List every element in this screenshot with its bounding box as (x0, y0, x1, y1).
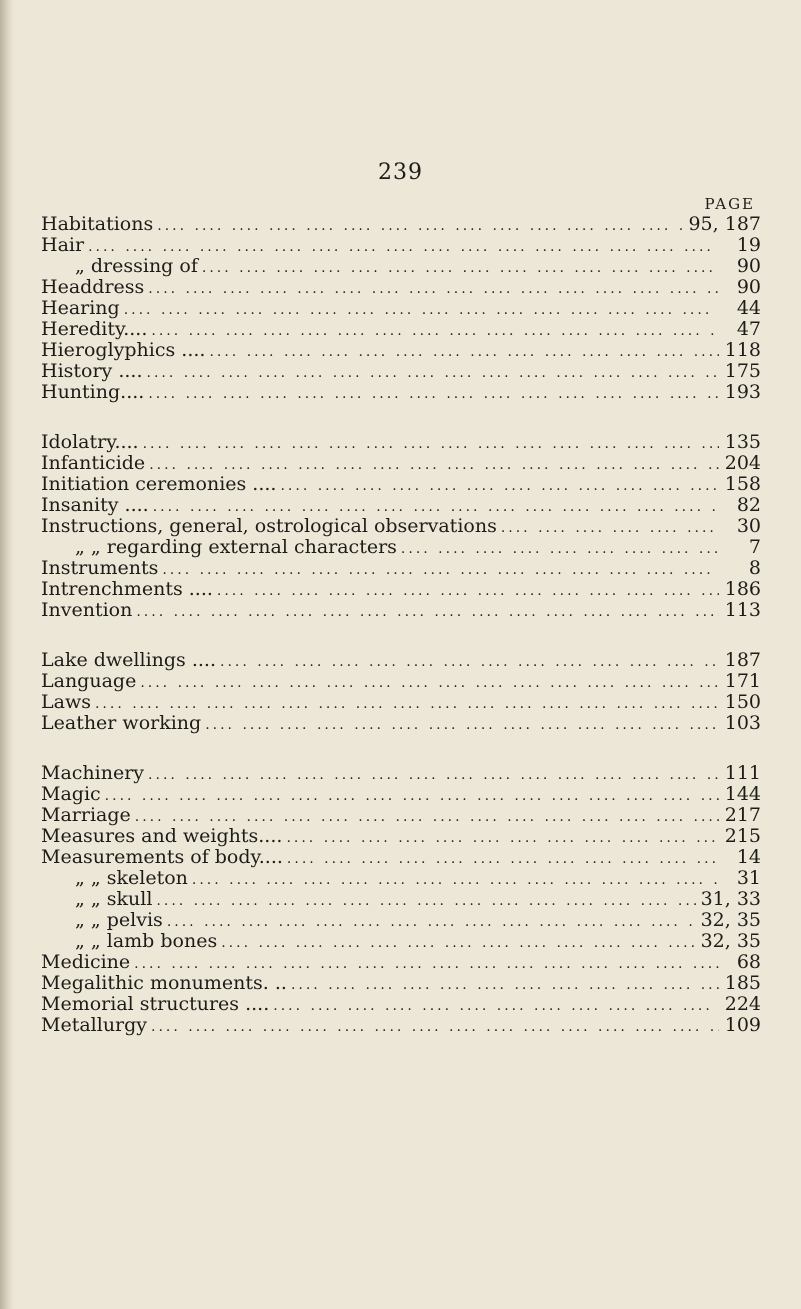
index-page-reference: 204 (724, 452, 761, 474)
index-section (41, 432, 761, 621)
dot-leader (157, 216, 684, 237)
index-term: Memorial structures .... (41, 993, 270, 1015)
index-page-reference: 90 (736, 276, 761, 298)
index-term: Hair (41, 234, 85, 256)
index-entry (41, 784, 761, 805)
index-page-reference: 187 (724, 649, 761, 671)
index-page-reference: 217 (724, 804, 761, 826)
dot-leader (273, 996, 719, 1017)
index-term: Instruments (41, 557, 159, 579)
index-term: Habitations (41, 213, 154, 235)
index-term: Heredity.... (41, 318, 148, 340)
index-term: Megalithic monuments. .. (41, 972, 287, 994)
index-page-reference: 175 (724, 360, 761, 382)
index-term: Hieroglyphics .... (41, 339, 206, 361)
index-entry (41, 650, 761, 671)
index-term: Instructions, general, ostrological observations (41, 515, 497, 537)
dot-leader (148, 279, 719, 300)
index-entry (41, 994, 761, 1015)
dot-leader (151, 1017, 719, 1038)
index-page-reference: 8 (748, 557, 761, 579)
dot-leader (286, 828, 719, 849)
index-term: Initiation ceremonies .... (41, 473, 277, 495)
index-term: „ „ skeleton (75, 867, 188, 889)
index-page-reference: 193 (724, 381, 761, 403)
dot-leader (148, 384, 719, 405)
dot-leader (148, 765, 719, 786)
dot-leader (162, 560, 719, 581)
index-entry (41, 600, 761, 621)
index-entry (41, 868, 761, 889)
index-section (41, 650, 761, 734)
index-entry (41, 910, 761, 931)
dot-leader (202, 258, 719, 279)
index-entry (41, 826, 761, 847)
index-term: „ „ lamb bones (75, 930, 218, 952)
index-page-reference: 32, 35 (700, 909, 761, 931)
index-entry (41, 713, 761, 734)
index-page-reference: 158 (724, 473, 761, 495)
index-term: Metallurgy (41, 1014, 148, 1036)
dot-leader (136, 602, 719, 623)
dot-leader (192, 870, 719, 891)
index-entry (41, 952, 761, 973)
index-term: Medicine (41, 951, 131, 973)
index-page-reference: 19 (736, 234, 761, 256)
index-term: Lake dwellings .... (41, 649, 216, 671)
index-entry (41, 931, 761, 952)
index-term: Machinery (41, 762, 145, 784)
index-term: Idolatry.... (41, 431, 139, 453)
index-list (41, 214, 761, 1065)
index-term: Measurements of body.... (41, 846, 283, 868)
dot-leader (209, 342, 719, 363)
index-page-reference: 7 (748, 536, 761, 558)
index-entry (41, 298, 761, 319)
index-entry (41, 256, 761, 277)
index-page-reference: 82 (736, 494, 761, 516)
index-term: Intrenchments .... (41, 578, 213, 600)
dot-leader (147, 363, 720, 384)
dot-leader (221, 933, 696, 954)
index-entry (41, 361, 761, 382)
index-page-reference: 31 (736, 867, 761, 889)
index-entry (41, 558, 761, 579)
dot-leader (105, 786, 719, 807)
index-term: Invention (41, 599, 133, 621)
index-entry (41, 340, 761, 361)
page-edge-shadow (0, 0, 14, 1309)
dot-leader (217, 581, 719, 602)
index-entry (41, 277, 761, 298)
page-number: 239 (378, 160, 423, 185)
dot-leader (151, 321, 719, 342)
index-entry (41, 847, 761, 868)
index-term: Hearing (41, 297, 120, 319)
index-term: „ dressing of (75, 255, 198, 277)
index-section (41, 214, 761, 403)
index-term: Measures and weights.... (41, 825, 283, 847)
dot-leader (291, 975, 719, 996)
index-entry (41, 495, 761, 516)
index-entry (41, 579, 761, 600)
index-page-reference: 103 (724, 712, 761, 734)
index-page-reference: 150 (724, 691, 761, 713)
index-page-reference: 47 (736, 318, 761, 340)
index-page-reference: 30 (736, 515, 761, 537)
index-term: „ „ regarding external characters (75, 536, 397, 558)
index-entry (41, 763, 761, 784)
index-page-reference: 135 (724, 431, 761, 453)
index-page-reference: 118 (724, 339, 761, 361)
index-page-reference: 171 (724, 670, 761, 692)
index-page-reference: 109 (724, 1014, 761, 1036)
index-page-reference: 111 (724, 762, 761, 784)
dot-leader (124, 300, 719, 321)
dot-leader (140, 673, 719, 694)
dot-leader (167, 912, 697, 933)
index-entry (41, 235, 761, 256)
index-term: „ „ skull (75, 888, 153, 910)
index-term: Headdress (41, 276, 145, 298)
dot-leader (205, 715, 719, 736)
page-column-header: PAGE (704, 195, 755, 213)
index-term: Language (41, 670, 137, 692)
index-page-reference: 32, 35 (700, 930, 761, 952)
index-entry (41, 319, 761, 340)
dot-leader (280, 476, 719, 497)
index-term: Marriage (41, 804, 131, 826)
index-entry (41, 692, 761, 713)
index-page-reference: 90 (736, 255, 761, 277)
index-entry (41, 214, 761, 235)
index-section (41, 763, 761, 1036)
index-page-reference: 224 (724, 993, 761, 1015)
index-page-reference: 144 (724, 783, 761, 805)
index-page-reference: 31, 33 (700, 888, 761, 910)
index-page-reference: 215 (724, 825, 761, 847)
index-entry (41, 671, 761, 692)
index-entry (41, 382, 761, 403)
index-term: History .... (41, 360, 143, 382)
dot-leader (143, 434, 719, 455)
dot-leader (287, 849, 719, 870)
index-page-reference: 44 (736, 297, 761, 319)
dot-leader (401, 539, 719, 560)
index-entry (41, 516, 761, 537)
index-term: Leather working (41, 712, 202, 734)
index-page-reference: 14 (736, 846, 761, 868)
index-entry (41, 453, 761, 474)
index-entry (41, 805, 761, 826)
index-page-reference: 68 (736, 951, 761, 973)
index-term: Infanticide (41, 452, 146, 474)
index-page-reference: 113 (724, 599, 761, 621)
dot-leader (220, 652, 719, 673)
index-term: Magic (41, 783, 101, 805)
index-term: Laws (41, 691, 91, 713)
dot-leader (501, 518, 719, 539)
index-entry (41, 1015, 761, 1036)
index-entry (41, 889, 761, 910)
index-entry (41, 973, 761, 994)
index-page-reference: 185 (724, 972, 761, 994)
index-term: „ „ pelvis (75, 909, 163, 931)
dot-leader (156, 891, 696, 912)
index-entry (41, 474, 761, 495)
index-page-reference: 95, 187 (688, 213, 761, 235)
index-entry (41, 432, 761, 453)
index-term: Hunting.... (41, 381, 145, 403)
index-term: Insanity .... (41, 494, 149, 516)
index-page-reference: 186 (724, 578, 761, 600)
index-entry (41, 537, 761, 558)
